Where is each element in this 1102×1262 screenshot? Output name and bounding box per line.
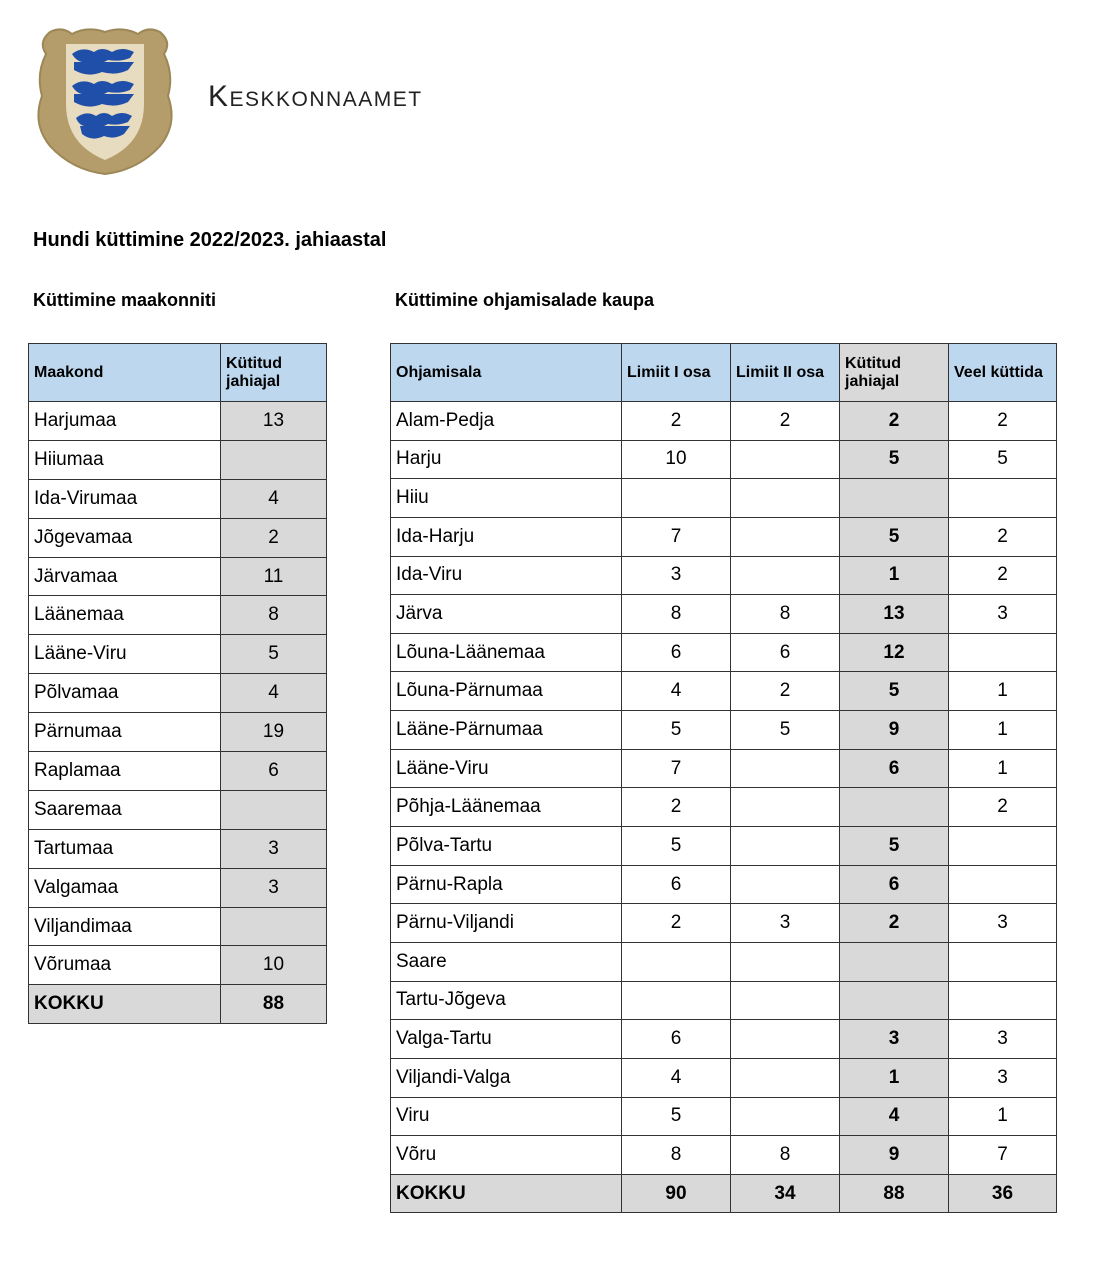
- remaining-cell: [949, 942, 1057, 981]
- coat-of-arms-logo: [32, 24, 178, 176]
- county-name-cell: Põlvamaa: [29, 674, 221, 713]
- total-value-cell: 88: [221, 985, 327, 1024]
- remaining-cell: [949, 633, 1057, 672]
- county-name-cell: Viljandimaa: [29, 907, 221, 946]
- table-row: [391, 865, 1057, 904]
- area-name-cell: Lõuna-Pärnumaa: [391, 672, 622, 711]
- hunted-count-cell: 4: [840, 1097, 949, 1136]
- table-row: [29, 402, 327, 441]
- table-row: [29, 557, 327, 596]
- limit-1-cell: 6: [622, 633, 731, 672]
- limit-2-cell: [731, 1097, 840, 1136]
- table-row: [29, 635, 327, 674]
- remaining-cell: [949, 981, 1057, 1020]
- county-name-cell: Jõgevamaa: [29, 518, 221, 557]
- limit-2-cell: 2: [731, 672, 840, 711]
- table-row: [391, 942, 1057, 981]
- area-name-cell: Harju: [391, 440, 622, 479]
- county-name-cell: Tartumaa: [29, 829, 221, 868]
- limit-2-cell: [731, 788, 840, 827]
- hunted-count-cell: 5: [221, 635, 327, 674]
- hunted-count-cell: 13: [221, 402, 327, 441]
- total-value-cell: 34: [731, 1174, 840, 1213]
- limit-1-cell: 5: [622, 711, 731, 750]
- limit-2-cell: [731, 1020, 840, 1059]
- table-row: [29, 596, 327, 635]
- table-row: [29, 518, 327, 557]
- table-row: [391, 904, 1057, 943]
- remaining-cell: [949, 827, 1057, 866]
- limit-1-cell: 4: [622, 672, 731, 711]
- remaining-cell: 1: [949, 1097, 1057, 1136]
- county-name-cell: Lääne-Viru: [29, 635, 221, 674]
- column-header-area: Ohjamisala: [391, 344, 622, 402]
- total-value-cell: 90: [622, 1174, 731, 1213]
- area-name-cell: Viljandi-Valga: [391, 1058, 622, 1097]
- hunted-count-cell: [840, 788, 949, 827]
- county-table-title: Küttimine maakonniti: [33, 290, 217, 310]
- table-row: [29, 829, 327, 868]
- limit-1-cell: [622, 942, 731, 981]
- remaining-cell: 2: [949, 517, 1057, 556]
- remaining-cell: 1: [949, 711, 1057, 750]
- total-value-cell: 88: [840, 1174, 949, 1213]
- hunted-count-cell: [840, 981, 949, 1020]
- column-header-hunted: Kütitud jahiajal: [840, 344, 949, 402]
- hunted-count-cell: [840, 942, 949, 981]
- remaining-cell: 3: [949, 1058, 1057, 1097]
- hunted-count-cell: 3: [840, 1020, 949, 1059]
- column-header-county: Maakond: [29, 344, 221, 402]
- document-title: Hundi küttimine 2022/2023. jahiaastal: [33, 229, 387, 251]
- hunted-count-cell: [221, 440, 327, 479]
- remaining-cell: 1: [949, 672, 1057, 711]
- table-row: [391, 479, 1057, 518]
- table-row: [391, 1097, 1057, 1136]
- table-row: [391, 749, 1057, 788]
- hunted-count-cell: 1: [840, 1058, 949, 1097]
- organization-name: Keskkonnaamet: [208, 80, 423, 113]
- limit-2-cell: [731, 942, 840, 981]
- hunted-count-cell: 19: [221, 713, 327, 752]
- limit-2-cell: 3: [731, 904, 840, 943]
- hunted-count-cell: 2: [221, 518, 327, 557]
- column-header-hunted: Kütitud jahiajal: [221, 344, 327, 402]
- table-row: [391, 595, 1057, 634]
- hunted-count-cell: 5: [840, 827, 949, 866]
- table-row: [391, 556, 1057, 595]
- limit-2-cell: 8: [731, 595, 840, 634]
- total-row: [29, 985, 327, 1024]
- table-row: [391, 1058, 1057, 1097]
- county-name-cell: Hiiumaa: [29, 440, 221, 479]
- column-header-limit-2: Limiit II osa: [731, 344, 840, 402]
- hunted-count-cell: [221, 907, 327, 946]
- hunted-count-cell: 5: [840, 517, 949, 556]
- area-name-cell: Lääne-Viru: [391, 749, 622, 788]
- limit-1-cell: 10: [622, 440, 731, 479]
- column-header-remaining: Veel küttida: [949, 344, 1057, 402]
- hunted-count-cell: 5: [840, 672, 949, 711]
- hunted-count-cell: 6: [840, 749, 949, 788]
- hunted-count-cell: 10: [221, 946, 327, 985]
- area-table: [390, 343, 1057, 1213]
- remaining-cell: 2: [949, 556, 1057, 595]
- county-name-cell: Valgamaa: [29, 868, 221, 907]
- hunted-count-cell: 9: [840, 1136, 949, 1175]
- limit-1-cell: 3: [622, 556, 731, 595]
- table-row: [391, 711, 1057, 750]
- area-name-cell: Põlva-Tartu: [391, 827, 622, 866]
- limit-1-cell: 7: [622, 517, 731, 556]
- table-row: [29, 479, 327, 518]
- limit-2-cell: 5: [731, 711, 840, 750]
- limit-1-cell: 8: [622, 595, 731, 634]
- hunted-count-cell: 12: [840, 633, 949, 672]
- area-name-cell: Lõuna-Läänemaa: [391, 633, 622, 672]
- area-name-cell: Pärnu-Rapla: [391, 865, 622, 904]
- table-row: [391, 402, 1057, 441]
- area-name-cell: Saare: [391, 942, 622, 981]
- hunted-count-cell: 3: [221, 829, 327, 868]
- area-name-cell: Tartu-Jõgeva: [391, 981, 622, 1020]
- hunted-count-cell: 11: [221, 557, 327, 596]
- limit-1-cell: 8: [622, 1136, 731, 1175]
- hunted-count-cell: 4: [221, 674, 327, 713]
- limit-2-cell: [731, 440, 840, 479]
- county-name-cell: Raplamaa: [29, 752, 221, 791]
- limit-1-cell: 4: [622, 1058, 731, 1097]
- limit-2-cell: 2: [731, 402, 840, 441]
- remaining-cell: [949, 865, 1057, 904]
- table-row: [391, 633, 1057, 672]
- remaining-cell: [949, 479, 1057, 518]
- remaining-cell: 2: [949, 788, 1057, 827]
- hunted-count-cell: 2: [840, 402, 949, 441]
- limit-2-cell: [731, 517, 840, 556]
- table-row: [29, 946, 327, 985]
- hunted-count-cell: 5: [840, 440, 949, 479]
- county-name-cell: Pärnumaa: [29, 713, 221, 752]
- limit-2-cell: [731, 827, 840, 866]
- total-value-cell: 36: [949, 1174, 1057, 1213]
- table-row: [391, 517, 1057, 556]
- hunted-count-cell: 2: [840, 904, 949, 943]
- hunted-count-cell: 3: [221, 868, 327, 907]
- remaining-cell: 5: [949, 440, 1057, 479]
- county-name-cell: Harjumaa: [29, 402, 221, 441]
- table-header-row: [391, 344, 1057, 402]
- hunted-count-cell: 13: [840, 595, 949, 634]
- table-row: [391, 788, 1057, 827]
- remaining-cell: 7: [949, 1136, 1057, 1175]
- table-row: [391, 1136, 1057, 1175]
- table-row: [391, 827, 1057, 866]
- area-name-cell: Hiiu: [391, 479, 622, 518]
- limit-2-cell: 6: [731, 633, 840, 672]
- area-name-cell: Valga-Tartu: [391, 1020, 622, 1059]
- limit-1-cell: 6: [622, 1020, 731, 1059]
- hunted-count-cell: 1: [840, 556, 949, 595]
- county-table: [28, 343, 327, 1024]
- table-row: [29, 907, 327, 946]
- area-name-cell: Järva: [391, 595, 622, 634]
- hunted-count-cell: 6: [221, 752, 327, 791]
- area-name-cell: Alam-Pedja: [391, 402, 622, 441]
- county-name-cell: Saaremaa: [29, 790, 221, 829]
- table-row: [391, 440, 1057, 479]
- remaining-cell: 3: [949, 1020, 1057, 1059]
- limit-1-cell: 5: [622, 1097, 731, 1136]
- limit-2-cell: [731, 749, 840, 788]
- county-name-cell: Järvamaa: [29, 557, 221, 596]
- table-row: [29, 790, 327, 829]
- limit-2-cell: [731, 865, 840, 904]
- county-name-cell: Läänemaa: [29, 596, 221, 635]
- limit-2-cell: 8: [731, 1136, 840, 1175]
- limit-1-cell: 2: [622, 788, 731, 827]
- area-name-cell: Ida-Harju: [391, 517, 622, 556]
- hunted-count-cell: [840, 479, 949, 518]
- area-name-cell: Põhja-Läänemaa: [391, 788, 622, 827]
- limit-2-cell: [731, 556, 840, 595]
- total-row: [391, 1174, 1057, 1213]
- table-row: [29, 868, 327, 907]
- hunted-count-cell: 8: [221, 596, 327, 635]
- table-row: [29, 674, 327, 713]
- total-label-cell: KOKKU: [29, 985, 221, 1024]
- hunted-count-cell: 6: [840, 865, 949, 904]
- county-name-cell: Võrumaa: [29, 946, 221, 985]
- area-name-cell: Lääne-Pärnumaa: [391, 711, 622, 750]
- county-name-cell: Ida-Virumaa: [29, 479, 221, 518]
- limit-1-cell: 7: [622, 749, 731, 788]
- limit-1-cell: 2: [622, 402, 731, 441]
- table-row: [391, 1020, 1057, 1059]
- area-name-cell: Ida-Viru: [391, 556, 622, 595]
- hunted-count-cell: 4: [221, 479, 327, 518]
- total-label-cell: KOKKU: [391, 1174, 622, 1213]
- hunted-count-cell: [221, 790, 327, 829]
- limit-1-cell: 6: [622, 865, 731, 904]
- limit-1-cell: [622, 981, 731, 1020]
- area-name-cell: Viru: [391, 1097, 622, 1136]
- hunted-count-cell: 9: [840, 711, 949, 750]
- table-row: [391, 981, 1057, 1020]
- remaining-cell: 2: [949, 402, 1057, 441]
- remaining-cell: 3: [949, 595, 1057, 634]
- limit-2-cell: [731, 479, 840, 518]
- limit-1-cell: [622, 479, 731, 518]
- remaining-cell: 3: [949, 904, 1057, 943]
- limit-1-cell: 5: [622, 827, 731, 866]
- remaining-cell: 1: [949, 749, 1057, 788]
- table-row: [29, 713, 327, 752]
- column-header-limit-1: Limiit I osa: [622, 344, 731, 402]
- area-table-title: Küttimine ohjamisalade kaupa: [395, 290, 655, 310]
- table-row: [391, 672, 1057, 711]
- table-header-row: [29, 344, 327, 402]
- limit-2-cell: [731, 981, 840, 1020]
- limit-2-cell: [731, 1058, 840, 1097]
- table-row: [29, 440, 327, 479]
- limit-1-cell: 2: [622, 904, 731, 943]
- table-row: [29, 752, 327, 791]
- area-name-cell: Pärnu-Viljandi: [391, 904, 622, 943]
- area-name-cell: Võru: [391, 1136, 622, 1175]
